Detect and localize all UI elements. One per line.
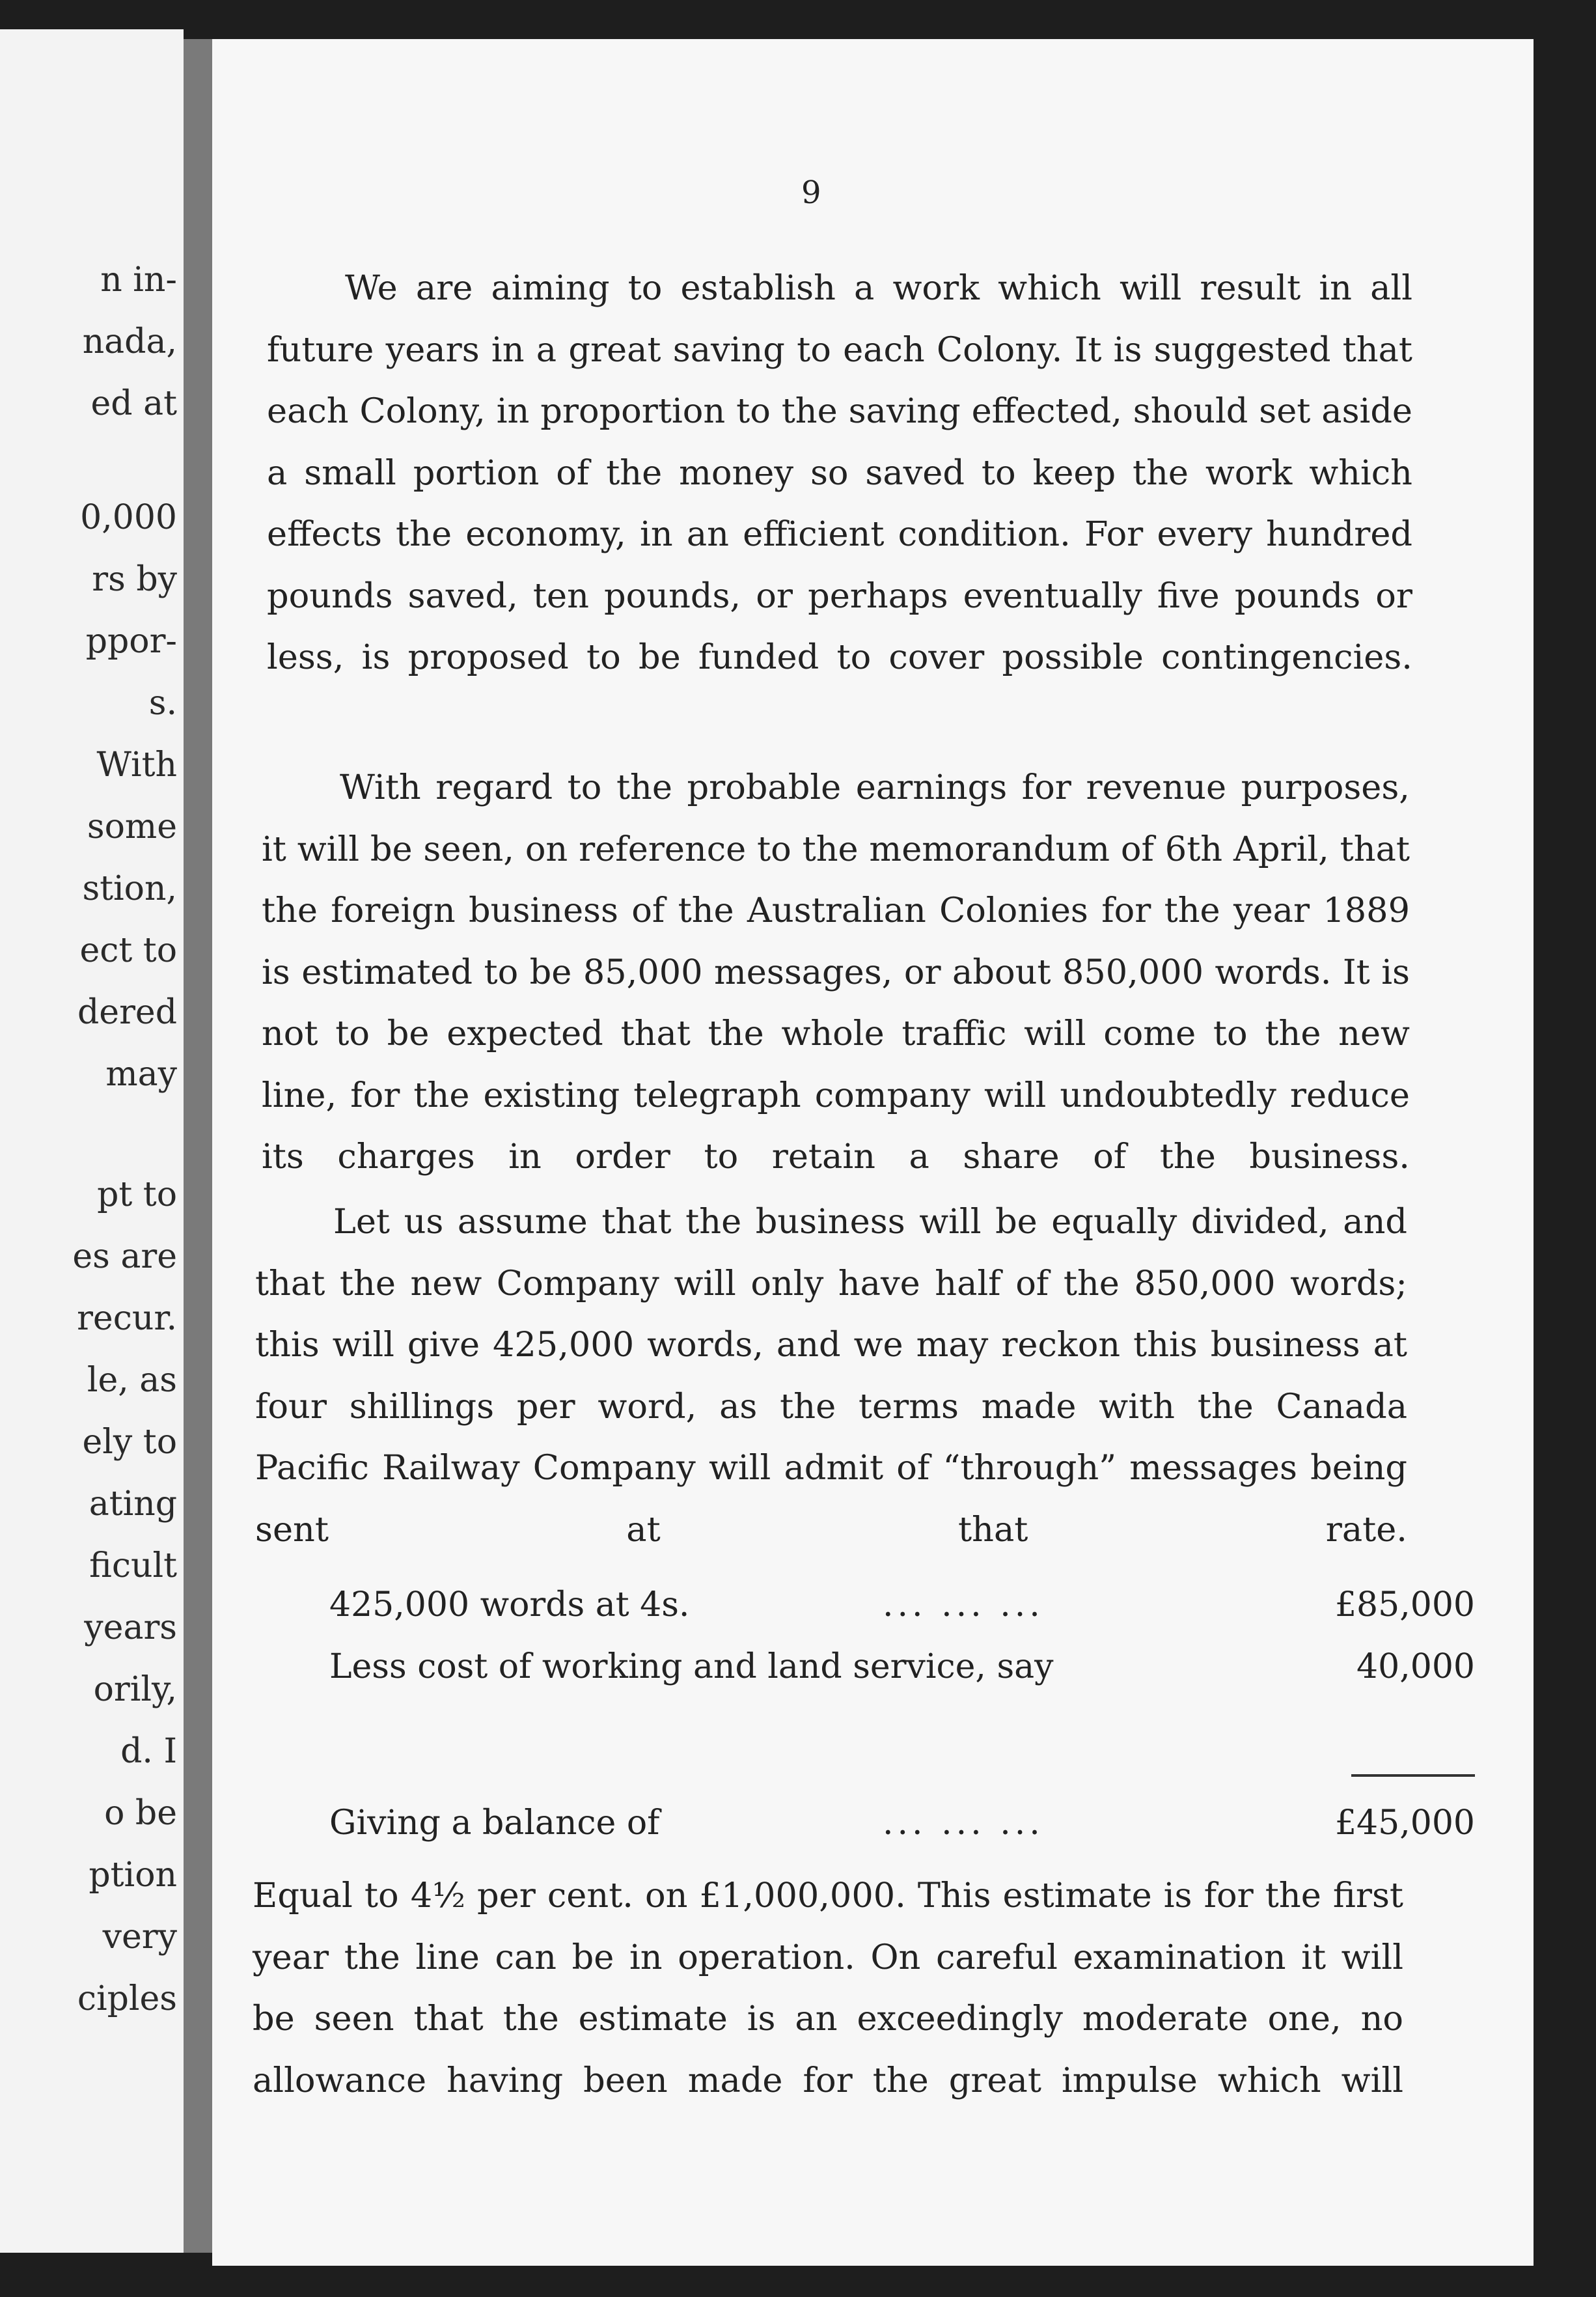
left-page-line-fragment: With (96, 745, 177, 785)
paragraph-3-text: Let us assume that the business will be equally divided, and that the new Company will only have half of the 850,000 words; this will give 425,000 words, and we may reckon this business at four shillings per word, as the terms made with the Canada Pacific Railway Company will admit of “through” messages being sent at that rate. (255, 1202, 1407, 1550)
left-page-line-fragment: ed at (90, 384, 177, 423)
left-page-line-fragment: dered (77, 993, 177, 1032)
left-page-line-fragment: d. I (120, 1732, 177, 1771)
paragraph-3 (255, 1191, 1407, 1561)
accounts-amount: £85,000 (1334, 1585, 1475, 1624)
left-page-line-fragment: recur. (77, 1299, 177, 1338)
left-page-line-fragment: ppor- (85, 622, 177, 661)
left-page-line-fragment: rs by (92, 560, 177, 599)
left-page-line-fragment: s. (148, 684, 177, 723)
left-page-line-fragment: ating (89, 1484, 177, 1524)
paragraph-2-text: With regard to the probable earnings for revenue purposes, it will be seen, on reference to the memorandum of 6th April, that the foreign business of the Australian Colonies for the year 1889 is estimated to be 85,000 messages, or about 850,000 words. It is not to be expected that the whole traffic will come to the new line, for the existing telegraph company will undoubtedly reduce its charges in order to retain a share of the business. (262, 768, 1410, 1176)
left-page-line-fragment: orily, (93, 1670, 177, 1709)
left-page-line-fragment: ciples (77, 1979, 177, 2018)
paragraph-1 (267, 258, 1412, 689)
page-number: 9 (801, 174, 821, 211)
left-page-line-fragment: ficult (89, 1546, 177, 1585)
left-page-line-fragment: es are (72, 1237, 177, 1276)
paragraph-1-text: We are aiming to establish a work which will result in all future years in a great saving to each Colony. It is suggested that each Colony, in proportion to the saving effected, should set aside a small portion of the money so saved to keep the work which effects the economy, in an efficient condition. For every hundred pounds saved, ten pounds, or perhaps eventually five pounds or less, is proposed to be funded to cover possible contingencies. (267, 268, 1412, 677)
accounts-leader-dots: ... ... ... (883, 1803, 1044, 1843)
paragraph-2 (262, 757, 1410, 1188)
accounts-label: 425,000 words at 4s. (329, 1585, 690, 1624)
accounts-total-row (329, 1803, 1475, 1856)
accounts-label: Less cost of working and land service, say (329, 1647, 1054, 1686)
left-page-line-fragment: le, as (87, 1361, 177, 1400)
left-page-line-fragment: may (105, 1055, 177, 1094)
left-page-line-fragment: n in- (100, 260, 177, 299)
accounts-amount: £45,000 (1334, 1803, 1475, 1843)
left-page-line-fragment: some (87, 807, 177, 846)
left-page-line-fragment: stion, (82, 869, 177, 908)
page-gutter (184, 39, 212, 2253)
left-page-line-fragment: pt to (97, 1175, 177, 1214)
left-page-line-fragment: o be (104, 1794, 177, 1833)
left-page-edge (0, 29, 184, 2253)
accounts-row (329, 1585, 1475, 1637)
left-page-line-fragment: years (84, 1608, 177, 1647)
left-page-line-fragment: ption (89, 1856, 177, 1895)
left-page-line-fragment: ely to (82, 1423, 177, 1462)
left-page-line-fragment: nada, (82, 322, 177, 361)
closing-paragraph: Equal to 4½ per cent. on £1,000,000. This estimate is for the first year the line can be in operation. On careful examination it will be seen that the estimate is an exceedingly moderate one, no allowance having been made for the great impulse which will (253, 1876, 1403, 2100)
accounts-row (329, 1647, 1475, 1699)
accounts-label: Giving a balance of (329, 1803, 660, 1843)
main-page (212, 39, 1534, 2266)
left-page-line-fragment: 0,000 (80, 498, 177, 537)
left-page-line-fragment: very (102, 1917, 177, 1956)
accounts-amount: 40,000 (1356, 1647, 1475, 1686)
sum-rule (1351, 1774, 1475, 1777)
left-page-line-fragment: ect to (79, 931, 177, 970)
accounts-leader-dots: ... ... ... (883, 1585, 1044, 1624)
